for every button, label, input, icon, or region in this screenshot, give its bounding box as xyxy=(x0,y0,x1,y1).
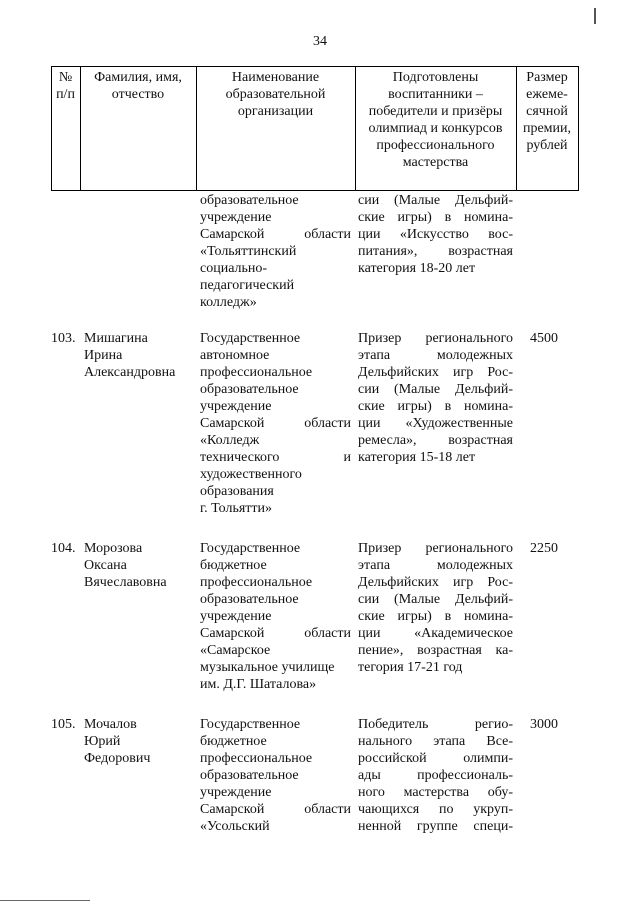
text-line: Государственное xyxy=(200,541,301,556)
text-line: Самарской области xyxy=(200,227,351,242)
text-line: «Усольский xyxy=(200,819,270,834)
text-line: Оксана xyxy=(84,558,127,573)
header-line: ежеме- xyxy=(526,87,568,102)
text-line: ции «Художественные xyxy=(358,416,513,431)
text-line: Самарской области xyxy=(200,416,351,431)
continuation-achievements xyxy=(358,192,513,277)
row-organization xyxy=(200,540,351,693)
text-line: сии (Малые Дельфий- xyxy=(358,592,513,607)
row-number: 103. xyxy=(51,331,76,346)
row-organization xyxy=(200,716,351,835)
text-line: ремесла», возрастная xyxy=(358,433,513,448)
header-line: сячной xyxy=(526,104,568,119)
header-achievements xyxy=(355,69,516,171)
row-number: 105. xyxy=(51,717,76,732)
text-line: Самарской области xyxy=(200,626,351,641)
row-prize: 4500 xyxy=(530,331,558,346)
text-line: сии (Малые Дельфий- xyxy=(358,382,513,397)
text-line: чающихся по укруп- xyxy=(358,802,513,817)
text-line: бюджетное xyxy=(200,734,267,749)
header-organization xyxy=(196,69,355,120)
text-line: Мишагина xyxy=(84,331,148,346)
text-line: «Самарское xyxy=(200,643,271,658)
header-line: Наименование xyxy=(231,70,320,85)
header-line: Подготовлены xyxy=(392,70,479,85)
text-line: ские игры) в номина- xyxy=(358,399,513,414)
row-number: 104. xyxy=(51,541,76,556)
text-line: учреждение xyxy=(200,210,272,225)
text-line: Мочалов xyxy=(84,717,137,732)
header-num xyxy=(51,69,80,103)
header-prize xyxy=(516,69,578,154)
text-line: Дельфийских игр Рос- xyxy=(358,575,513,590)
text-line: пение», возрастная ка- xyxy=(358,643,513,658)
text-line: Вячеславовна xyxy=(84,575,167,590)
row-prize: 3000 xyxy=(530,717,558,732)
row-name xyxy=(84,716,194,767)
table-border xyxy=(578,66,579,191)
text-line: нального этапа Все- xyxy=(358,734,513,749)
text-line: ненной группе специ- xyxy=(358,819,513,834)
text-line: тегория 17-21 год xyxy=(358,660,463,675)
header-line: № xyxy=(58,70,73,85)
text-line: Призер регионального xyxy=(358,541,513,556)
text-line: автономное xyxy=(200,348,270,363)
header-line: олимпиад и конкурсов xyxy=(368,121,503,136)
text-line: Дельфийских игр Рос- xyxy=(358,365,513,380)
text-line: образовательное xyxy=(200,382,299,397)
text-line: сии (Малые Дельфий- xyxy=(358,193,513,208)
text-line: г. Тольятти» xyxy=(200,501,273,516)
text-line: профессиональное xyxy=(200,365,313,380)
text-line: ские игры) в номина- xyxy=(358,609,513,624)
text-line: образовательное xyxy=(200,768,299,783)
text-line: Призер регионального xyxy=(358,331,513,346)
row-name xyxy=(84,540,194,591)
header-line: профессионального xyxy=(376,138,495,153)
text-line: им. Д.Г. Шаталова» xyxy=(200,677,317,692)
text-line: Государственное xyxy=(200,717,301,732)
text-line: категория 15-18 лет xyxy=(358,450,476,465)
text-line: ады профессиональ- xyxy=(358,768,513,783)
text-line: Государственное xyxy=(200,331,301,346)
text-line: «Тольяттинский xyxy=(200,244,297,259)
row-prize: 2250 xyxy=(530,541,558,556)
header-line: рублей xyxy=(526,138,568,153)
text-line: профессиональное xyxy=(200,575,313,590)
header-line: премии, xyxy=(522,121,572,136)
header-line: мастерства xyxy=(402,155,469,170)
text-line: Александровна xyxy=(84,365,176,380)
text-line: художественного xyxy=(200,467,302,482)
page-number: 34 xyxy=(313,34,327,49)
text-line: категория 18-20 лет xyxy=(358,261,476,276)
header-line: образовательной xyxy=(225,87,326,102)
text-line: бюджетное xyxy=(200,558,267,573)
row-achievements xyxy=(358,330,513,466)
text-line: педагогический xyxy=(200,278,295,293)
row-achievements xyxy=(358,716,513,835)
text-line: российской олимпи- xyxy=(358,751,513,766)
header-line: воспитанники – xyxy=(388,87,483,102)
scan-edge-artifact xyxy=(0,900,90,901)
continuation-organization xyxy=(200,192,351,311)
text-line: Ирина xyxy=(84,348,123,363)
text-line: ции «Искусство вос- xyxy=(358,227,513,242)
table-header-bottom-border xyxy=(51,190,578,191)
text-line: технического и xyxy=(200,450,351,465)
text-line: «Колледж xyxy=(200,433,260,448)
header-name xyxy=(80,69,196,103)
header-line: п/п xyxy=(56,87,75,102)
text-line: этапа молодежных xyxy=(358,348,513,363)
row-organization xyxy=(200,330,351,517)
text-line: музыкальное училище xyxy=(200,660,335,675)
text-line: Победитель регио- xyxy=(358,717,513,732)
text-line: образовательное xyxy=(200,193,299,208)
text-line: учреждение xyxy=(200,609,272,624)
header-line: Фамилия, имя, xyxy=(94,70,182,85)
text-line: ного мастерства обу- xyxy=(358,785,513,800)
text-line: ции «Академическое xyxy=(358,626,513,641)
scan-artifact xyxy=(594,8,596,24)
text-line: Юрий xyxy=(84,734,121,749)
text-line: социально- xyxy=(200,261,268,276)
text-line: профессиональное xyxy=(200,751,313,766)
text-line: образования xyxy=(200,484,274,499)
header-line: отчество xyxy=(111,87,165,102)
text-line: учреждение xyxy=(200,399,272,414)
row-achievements xyxy=(358,540,513,676)
text-line: Самарской области xyxy=(200,802,351,817)
header-line: победители и призёры xyxy=(368,104,503,119)
text-line: колледж» xyxy=(200,295,257,310)
table-top-border xyxy=(51,66,578,67)
text-line: питания», возрастная xyxy=(358,244,513,259)
text-line: этапа молодежных xyxy=(358,558,513,573)
header-line: организации xyxy=(237,104,314,119)
text-line: образовательное xyxy=(200,592,299,607)
header-line: Размер xyxy=(526,70,568,85)
text-line: ские игры) в номина- xyxy=(358,210,513,225)
text-line: учреждение xyxy=(200,785,272,800)
text-line: Федорович xyxy=(84,751,151,766)
text-line: Морозова xyxy=(84,541,143,556)
row-name xyxy=(84,330,194,381)
